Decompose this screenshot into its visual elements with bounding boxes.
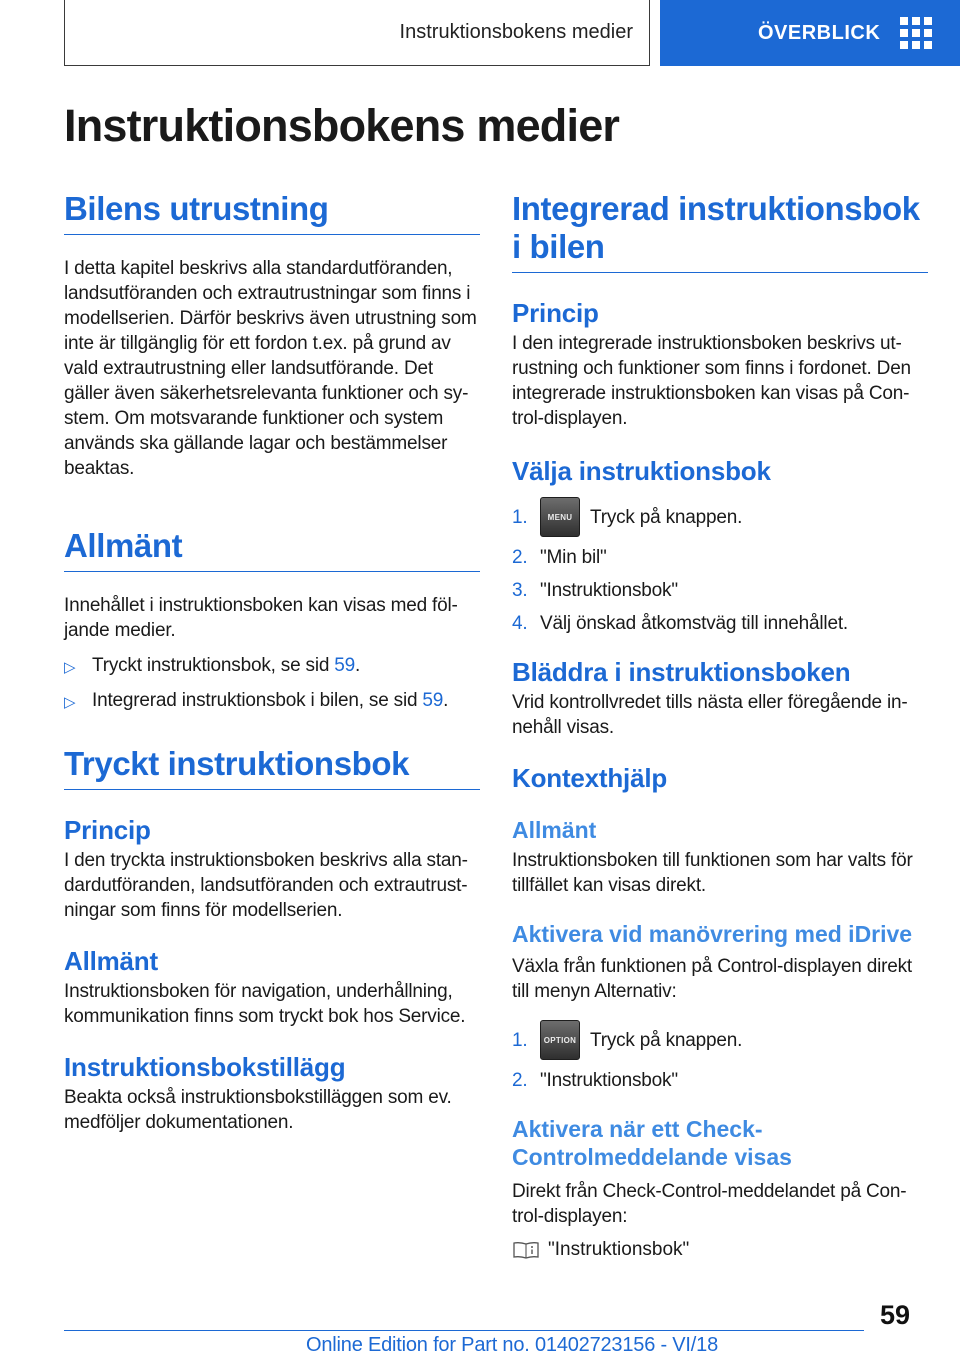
cc-text: Direkt från Check-Control-meddelandet på Control-displayen: bbox=[512, 1181, 907, 1227]
idrive-steps bbox=[512, 1020, 928, 1093]
heading-kontexthjalp: Kontexthjälp bbox=[512, 763, 668, 793]
bladdra-text: Vrid kontrollvredet tills nästa eller föregående innehåll visas. bbox=[512, 692, 908, 738]
triangle-bullet-icon: ▷ bbox=[64, 694, 76, 711]
page-link[interactable]: 59 bbox=[334, 655, 356, 676]
list-item: 2. "Instruktionsbok" bbox=[512, 1070, 678, 1091]
list-item: ▷ Integrerad instruktionsbok i bilen, se sid 59. bbox=[64, 688, 480, 715]
footer-edition: Online Edition for Part no. 01402723156 - VI/18 bbox=[306, 1334, 718, 1356]
media-list bbox=[64, 653, 480, 715]
grid-icon bbox=[900, 17, 932, 49]
heading-bilens-utrustning: Bilens utrustning bbox=[64, 190, 480, 235]
list-item: 1. MENU Tryck på knappen. bbox=[512, 497, 928, 537]
page-title: Instruktionsbokens medier bbox=[64, 100, 620, 151]
princip-text: I den tryckta instruktionsboken beskrivs alla standardutföranden, landsutföranden och extrautrustningar som finns för modellserien. bbox=[64, 850, 468, 921]
idrive-text: Växla från funktionen på Control-displayen direkt till menyn Alternativ: bbox=[512, 956, 912, 1002]
cc-item: "Instruktionsbok" bbox=[512, 1237, 928, 1262]
bilens-text: I detta kapitel beskrivs alla standardutföranden, landsutföranden och extrautrustningar som finns i modellserien. Därför beskrivs även utrustning som inte är tillgänglig för ett fordon t.ex. på grund av vald extrautrustning eller landsutförande. Det gäller även säkerhetsrelevanta funktioner och system. Om motsvarande funktioner och system används ska gällande lagar och bestämmelser beaktas. bbox=[64, 258, 477, 479]
heading-tryckt-instruktionsbok: Tryckt instruktionsbok bbox=[64, 745, 480, 790]
allmant-sub-text: Instruktionsboken för navigation, underhållning, kommunikation finns som tryckt bok hos Service. bbox=[64, 981, 466, 1027]
heading-valja-instruktionsbok: Välja instruktionsbok bbox=[512, 456, 771, 486]
heading-integrerad-instruktionsbok: Integrerad instruktionsbok i bilen bbox=[512, 190, 928, 273]
right-column bbox=[512, 190, 928, 1262]
heading-bladdra: Bläddra i instruktionsboken bbox=[512, 657, 851, 687]
allmant-text: Innehållet i instruktionsboken kan visas med följande medier. bbox=[64, 595, 458, 641]
heading-instruktionsbokstillagg: Instruktionsbokstillägg bbox=[64, 1052, 346, 1082]
heading-aktivera-check-control: Aktivera när ett Check-Controlmeddelande visas bbox=[512, 1116, 792, 1170]
book-info-icon bbox=[512, 1241, 540, 1259]
menu-button-icon: MENU bbox=[540, 497, 580, 537]
heading-allmant: Allmänt bbox=[64, 527, 480, 572]
princip-text: I den integrerade instruktionsboken beskrivs utrustning och funktioner som finns i fordonet. Den integrerade instruktionsboken kan visas på Control-displayen. bbox=[512, 333, 911, 429]
option-button-icon: OPTION bbox=[540, 1020, 580, 1060]
page-link[interactable]: 59 bbox=[422, 690, 444, 711]
list-item: 1. OPTION Tryck på knappen. bbox=[512, 1020, 928, 1060]
footer-divider bbox=[64, 1330, 864, 1331]
list-item: 2. "Min bil" bbox=[512, 547, 607, 568]
kontext-allmant-text: Instruktionsboken till funktionen som har valts för tillfället kan visas direkt. bbox=[512, 850, 913, 896]
heading-allmant-sub: Allmänt bbox=[64, 946, 158, 976]
heading-princip: Princip bbox=[512, 298, 599, 328]
header-section-tab[interactable] bbox=[64, 0, 650, 66]
valja-steps bbox=[512, 497, 928, 636]
overview-tab[interactable] bbox=[660, 0, 960, 66]
page-number: 59 bbox=[880, 1300, 911, 1330]
tillagg-text: Beakta också instruktionsbokstilläggen som ev. medföljer dokumentationen. bbox=[64, 1087, 452, 1133]
list-item: ▷ Tryckt instruktionsbok, se sid 59. bbox=[64, 653, 480, 680]
heading-kontext-allmant: Allmänt bbox=[512, 817, 597, 843]
list-item: 3. "Instruktionsbok" bbox=[512, 580, 678, 601]
header-section-label: Instruktionsbokens medier bbox=[399, 21, 633, 43]
heading-princip: Princip bbox=[64, 815, 151, 845]
heading-aktivera-idrive: Aktivera vid manövrering med iDrive bbox=[512, 921, 913, 947]
list-item: 4. Välj önskad åtkomstväg till innehållet. bbox=[512, 613, 848, 634]
triangle-bullet-icon: ▷ bbox=[64, 659, 76, 676]
left-column bbox=[64, 190, 480, 1135]
overview-label: ÖVERBLICK bbox=[758, 21, 881, 44]
